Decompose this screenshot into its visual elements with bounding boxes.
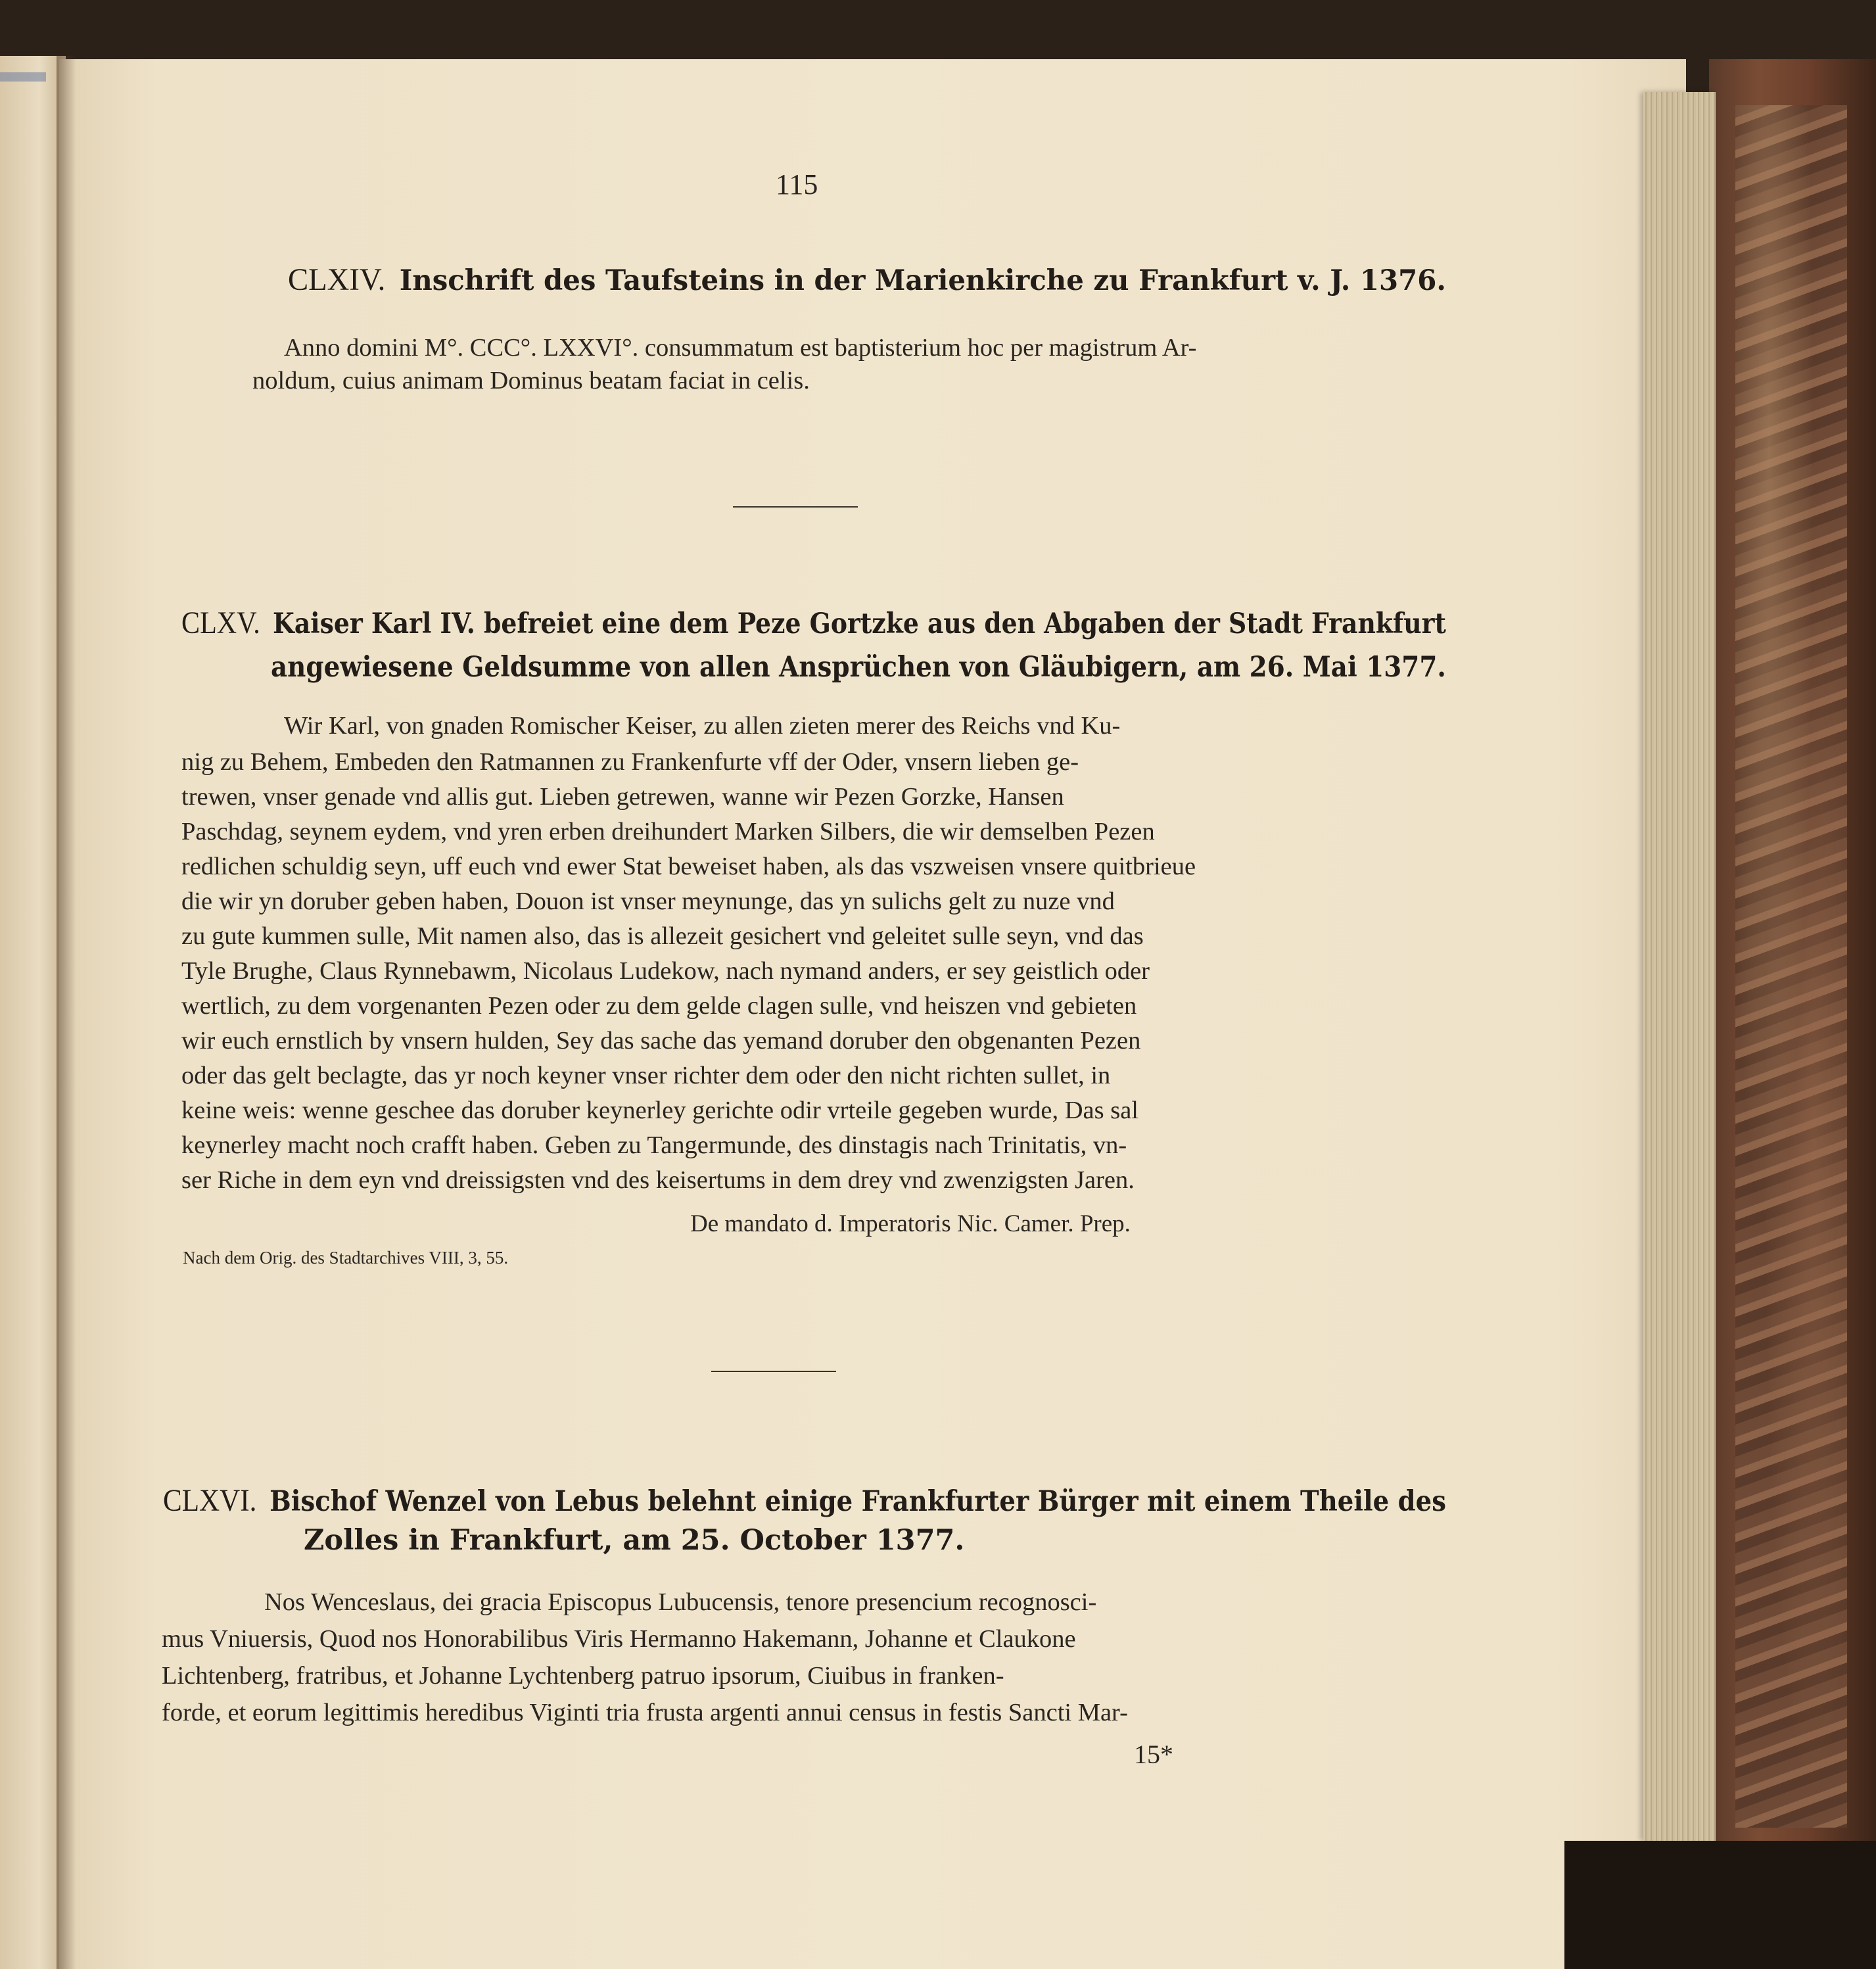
body-line: Lichtenberg, fratribus, et Johanne Lychtenberg patruo ipsorum, Ciuibus in franken- xyxy=(162,1662,1004,1690)
entry-heading xyxy=(181,605,1446,641)
facing-page-ribbon xyxy=(0,72,46,82)
body-line: trewen, vnser genade vnd allis gut. Lieben getrewen, wanne wir Pezen Gorzke, Hansen xyxy=(181,783,1064,811)
body-line: Paschdag, seynem eydem, vnd yren erben dreihundert Marken Silbers, die wir demselben Pezen xyxy=(181,818,1155,845)
heading-line: Zolles in Frankfurt, am 25. October 1377. xyxy=(304,1524,965,1557)
body-line: zu gute kummen sulle, Mit namen also, das is allezeit gesichert vnd geleitet sulle seyn, vnd das xyxy=(181,922,1144,950)
facing-page-edge xyxy=(0,56,66,1969)
gutter-shadow xyxy=(57,56,76,1969)
body-line: Tyle Brughe, Claus Rynnebawm, Nicolaus Ludekow, nach nymand anders, er sey geistlich oder xyxy=(181,957,1150,985)
page-number: 115 xyxy=(776,168,818,201)
body-line: mus Vniuersis, Quod nos Honorabilibus Viris Hermanno Hakemann, Johanne et Claukone xyxy=(162,1625,1076,1653)
body-line: die wir yn doruber geben haben, Douon ist vnser meynunge, das yn sulichs gelt zu nuze vnd xyxy=(181,888,1115,915)
body-line: oder das gelt beclagte, das yr noch keyner vnser richter dem oder den nicht richten sullet, in xyxy=(181,1062,1111,1089)
section-divider xyxy=(711,1371,836,1372)
heading-line: angewiesene Geldsumme von allen Ansprüchen von Gläubigern, am 26. Mai 1377. xyxy=(271,651,1446,684)
heading-line: Bischof Wenzel von Lebus belehnt einige Frankfurter Bürger mit einem Theile des xyxy=(270,1485,1446,1518)
body-line: nig zu Behem, Embeden den Ratmannen zu Frankenfurte vff der Oder, vnsern lieben ge- xyxy=(181,748,1079,776)
marbled-cover xyxy=(1735,105,1847,1828)
signature-mark: 15* xyxy=(1134,1740,1173,1769)
entry-numeral: CLXV. xyxy=(181,605,260,640)
body-line: Nos Wenceslaus, dei gracia Episcopus Lubucensis, tenore presencium recognosci- xyxy=(264,1588,1097,1616)
body-line: wir euch ernstlich by vnsern hulden, Sey das sache das yemand doruber den obgenanten Pezen xyxy=(181,1027,1141,1055)
body-line: redlichen schuldig seyn, uff euch vnd ewer Stat beweiset haben, als das vszweisen vnsere quitbrieue xyxy=(181,853,1196,880)
body-line: ser Riche in dem eyn vnd dreissigsten vnd des keisertums in dem drey vnd zwenzigsten Jaren. xyxy=(181,1166,1135,1194)
body-line: keine weis: wenne geschee das doruber keynerley gerichte odir vrteile gegeben wurde, Das sal xyxy=(181,1097,1138,1124)
body-line: Wir Karl, von gnaden Romischer Keiser, zu allen zieten merer des Reichs vnd Ku- xyxy=(284,712,1121,740)
entry-numeral: CLXVI. xyxy=(163,1483,257,1518)
background-corner xyxy=(1564,1841,1876,1969)
body-line: Anno domini M°. CCC°. LXXVI°. consummatum est baptisterium hoc per magistrum Ar- xyxy=(284,334,1197,362)
body-line: keynerley macht noch crafft haben. Geben zu Tangermunde, des dinstagis nach Trinitatis, vn- xyxy=(181,1131,1127,1159)
entry-numeral: CLXIV. xyxy=(288,262,386,297)
entry-heading xyxy=(163,1483,1446,1519)
body-line: forde, et eorum legittimis heredibus Viginti tria frusta argenti annui census in festis Sancti Mar- xyxy=(162,1699,1128,1726)
source-citation: Nach dem Orig. des Stadtarchives VIII, 3, 55. xyxy=(183,1248,509,1268)
heading-line: Kaiser Karl IV. befreiet eine dem Peze Gortzke aus den Abgaben der Stadt Frankfurt xyxy=(273,607,1446,640)
section-divider xyxy=(733,506,858,508)
document-signoff: De mandato d. Imperatoris Nic. Camer. Prep. xyxy=(690,1210,1131,1237)
heading-line: Inschrift des Taufsteins in der Marienkirche zu Frankfurt v. J. 1376. xyxy=(399,264,1446,297)
body-line: wertlich, zu dem vorgenanten Pezen oder zu dem gelde clagen sulle, vnd heiszen vnd gebieten xyxy=(181,992,1137,1020)
entry-heading xyxy=(288,262,1446,298)
page-block-fore-edge xyxy=(1643,92,1716,1841)
body-line: noldum, cuius animam Dominus beatam faciat in celis. xyxy=(252,367,810,394)
